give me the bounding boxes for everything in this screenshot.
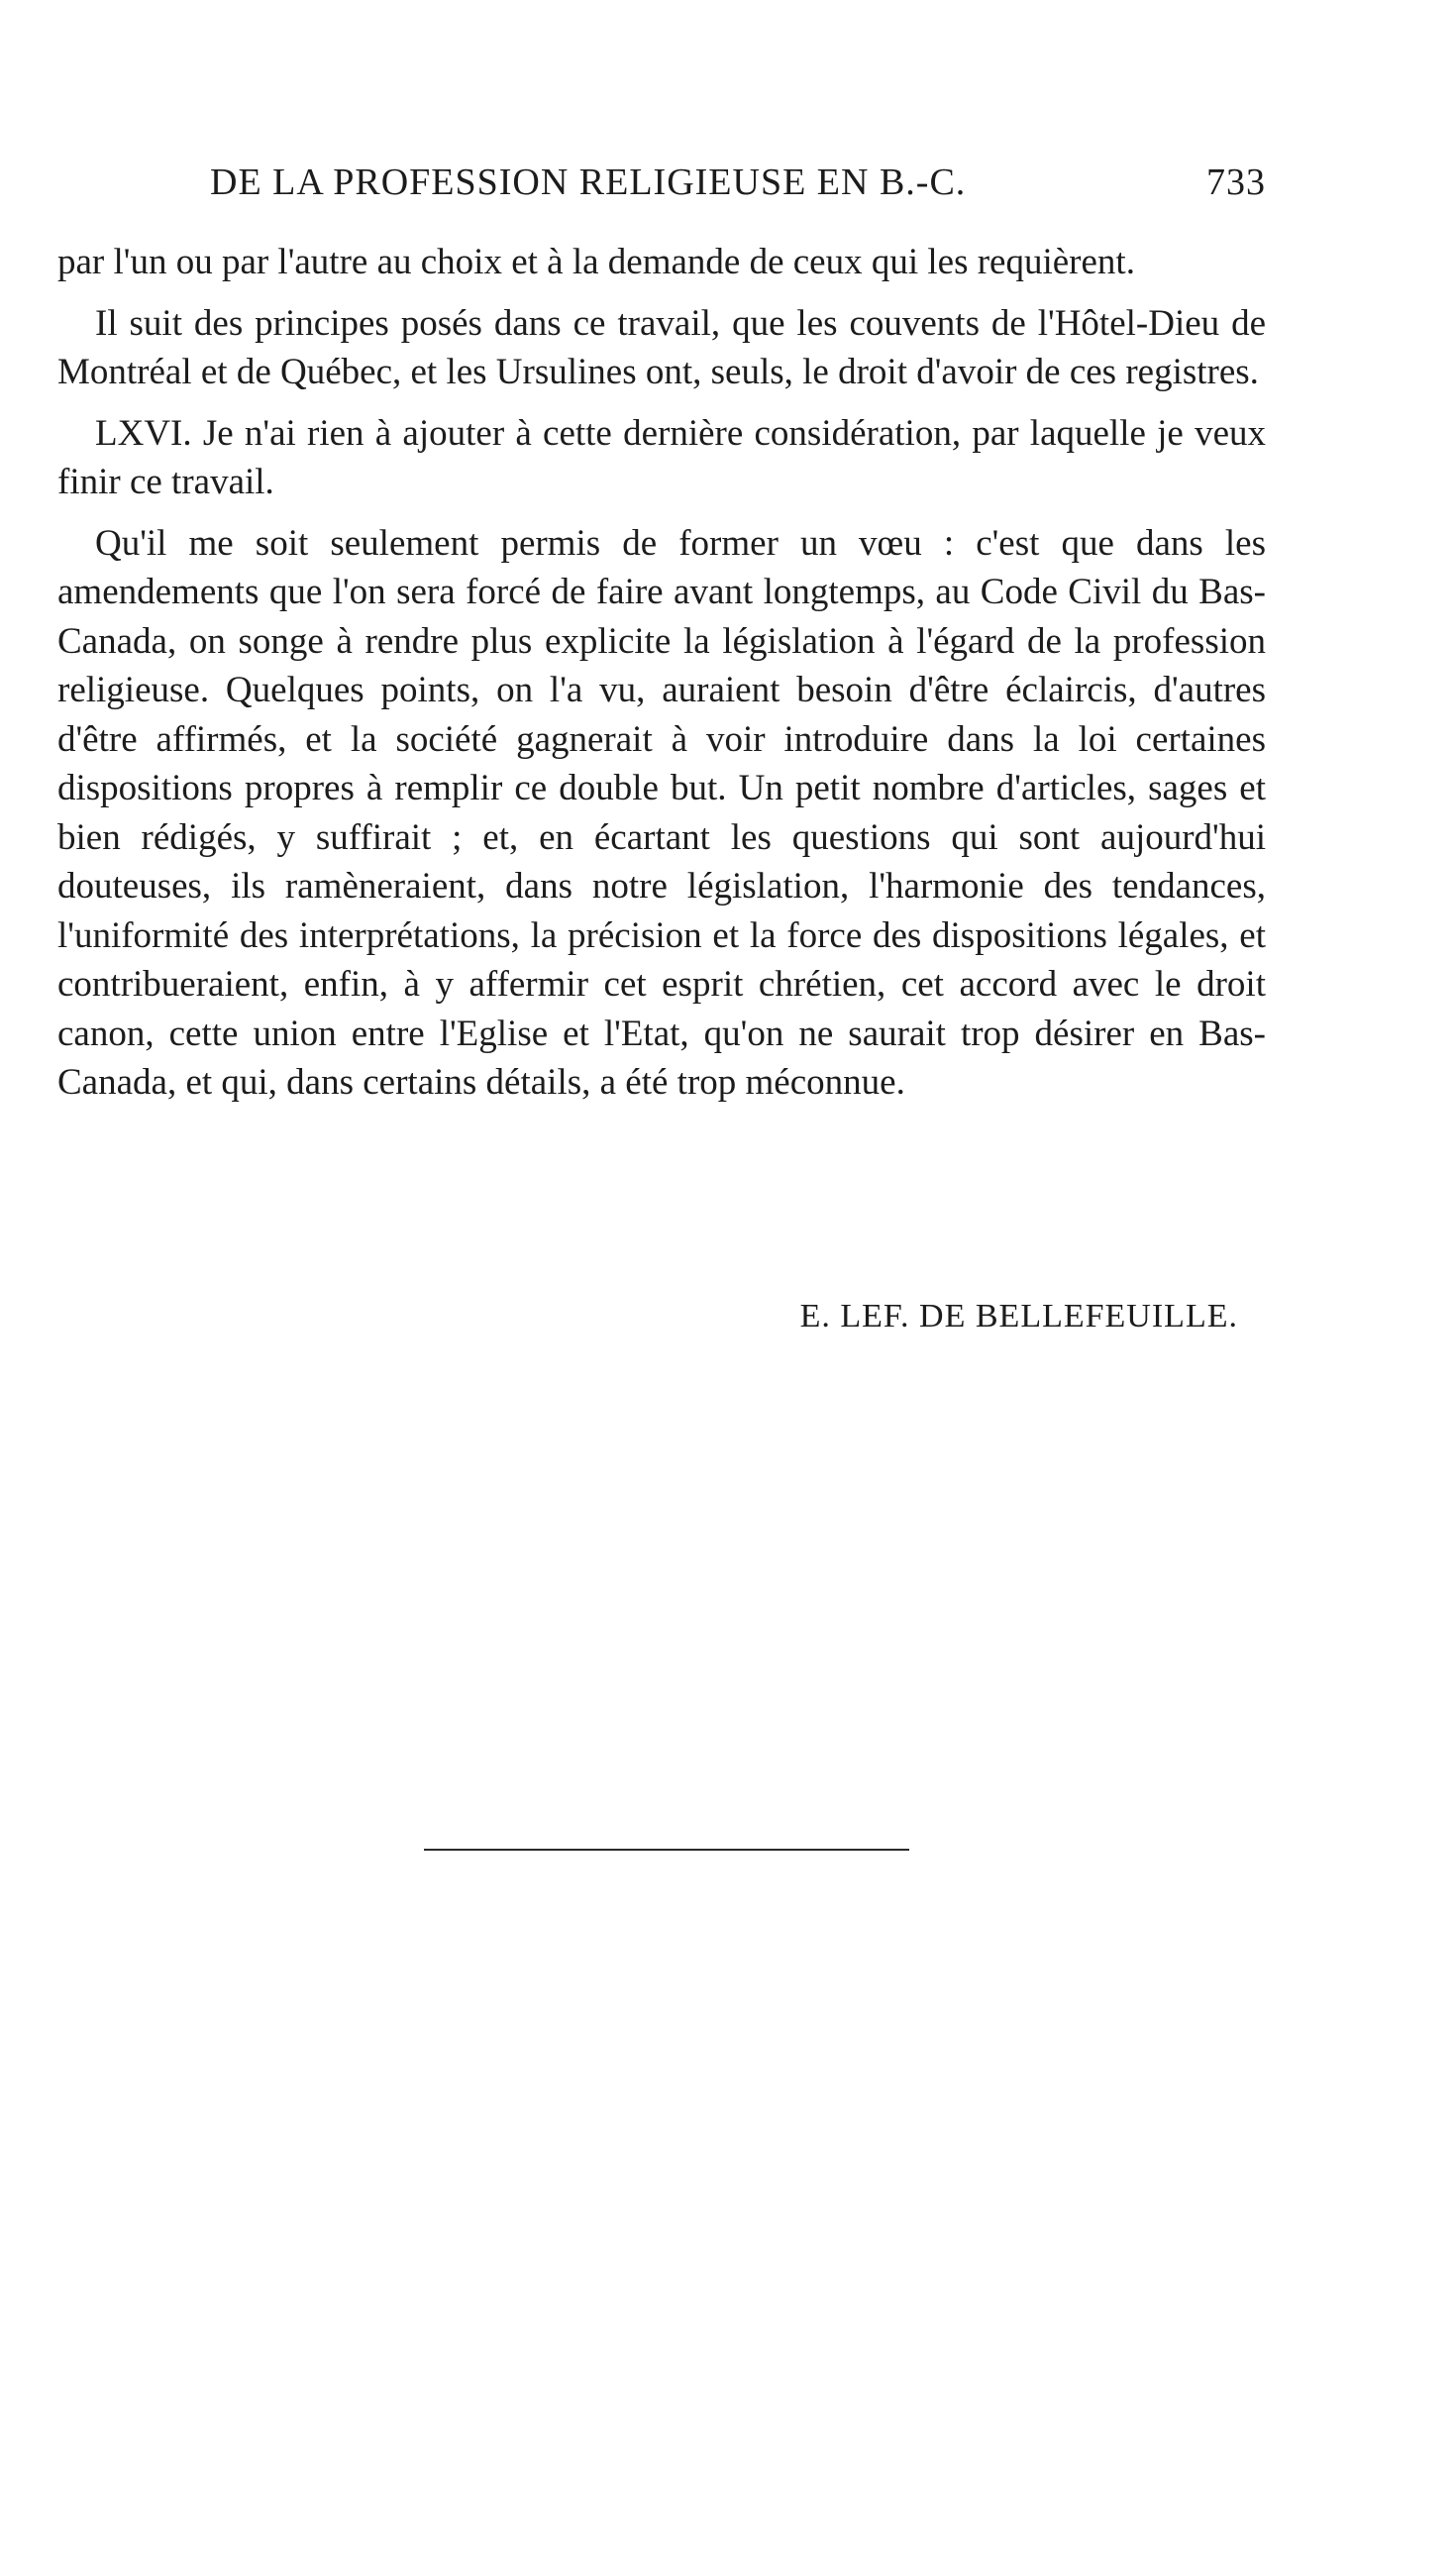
body-text (57, 238, 1266, 1120)
running-head (210, 160, 1266, 214)
paragraph-lxvi: LXVI. Je n'ai rien à ajouter à cette dernière considération, par laquelle je veux finir ce travail. (57, 412, 1266, 502)
running-title: DE LA PROFESSION RELIGIEUSE EN B.-C. (210, 161, 967, 203)
paragraph-registres: Il suit des principes posés dans ce travail, que les couvents de l'Hôtel-Dieu de Montréal et de Québec, et les Ursulines ont, seuls, le droit d'avoir de ces registres. (57, 302, 1266, 392)
paragraph-continued: par l'un ou par l'autre au choix et à la demande de ceux qui les requièrent. (57, 242, 1135, 282)
paragraph-voeu: Qu'il me soit seulement permis de former un vœu : c'est que dans les amendements que l'on sera forcé de faire avant longtemps, au Code Civil du Bas-Canada, on songe à rendre plus explicite la législation à l'égard de la profession religieuse. Quelques points, on l'a vu, auraient besoin d'être éclaircis, d'autres d'être affirmés, et la société gagnerait à voir introduire dans la loi certaines dispositions propres à remplir ce double but. Un petit nombre d'articles, sages et bien rédigés, y suffirait ; et, en écartant les questions qui sont aujourd'hui douteuses, ils ramèneraient, dans notre législation, l'harmonie des tendances, l'uniformité des interprétations, la précision et la force des dispositions légales, et contribueraient, enfin, à y affermir cet esprit chrétien, cet accord avec le droit canon, cette union entre l'Eglise et l'Etat, qu'on ne saurait trop désirer en Bas-Canada, et qui, dans certains détails, a été trop méconnue. (57, 522, 1266, 1103)
page-number: 733 (1206, 161, 1266, 203)
author-signature: E. LEF. DE BELLEFEUILLE. (799, 1298, 1238, 1335)
end-rule-divider (424, 1849, 909, 1851)
